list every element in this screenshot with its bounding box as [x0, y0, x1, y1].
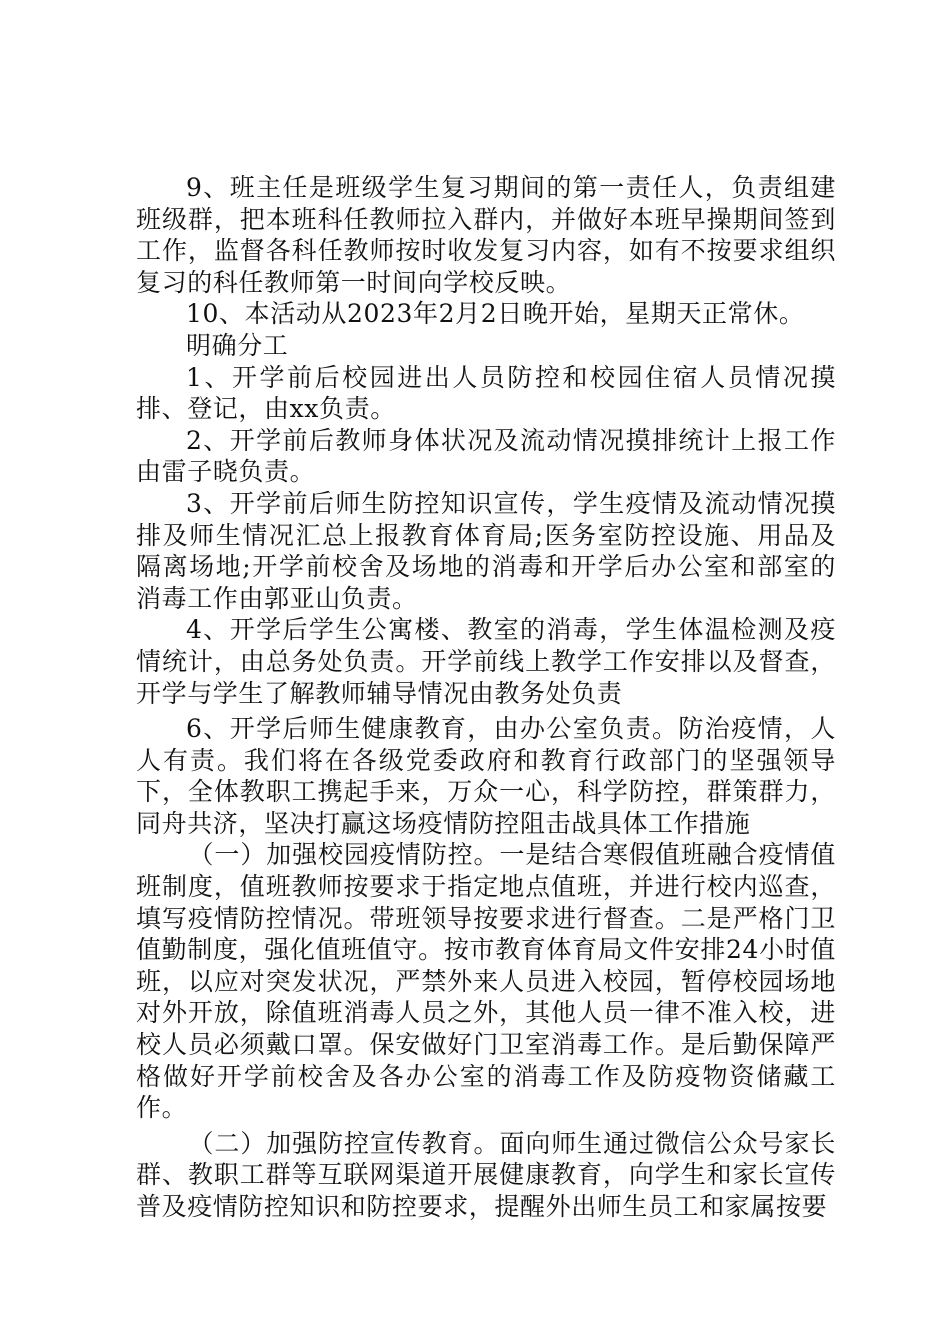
paragraph-activity-start: 10、本活动从2023年2月2日晚开始，星期天正常休。 — [186, 299, 805, 329]
paragraph-duty-4: 4、开学后学生公寓楼、教室的消毒，学生体温检测及疫情统计，由总务处负责。开学前线上教学工作安排以及督查，开学与学生了解教师辅导情况由教务处负责 — [136, 615, 836, 708]
section-heading-division-of-work: 明确分工 — [186, 330, 289, 360]
paragraph-duty-1: 1、开学前后校园进出人员防控和校园住宿人员情况摸排、登记，由xx负责。 — [136, 362, 836, 424]
paragraph-measure-1: （一）加强校园疫情防控。一是结合寒假值班融合疫情值班制度，值班教师按要求于指定地点值班，并进行校内巡查，填写疫情防控情况。带班领导按要求进行督查。二是严格门卫值勤制度，强化值班值守。按市教育体育局文件安排24小时值班，以应对突发状况，严禁外来人员进入校园，暂停校园场地对外开放，除值班消毒人员之外，其他人员一律不准入校，进校人员必须戴口罩。保安做好门卫室消毒工作。是后勤保障严格做好开学前校舍及各办公室的消毒工作及防疫物资储藏工作。 — [136, 840, 836, 1123]
paragraph-duty-2: 2、开学前后教师身体状况及流动情况摸排统计上报工作由雷子晓负责。 — [136, 425, 836, 487]
paragraph-duty-3: 3、开学前后师生防控知识宣传，学生疫情及流动情况摸排及师生情况汇总上报教育体育局;医务室防控设施、用品及隔离场地;开学前校舍及场地的消毒和开学后办公室和部室的消毒工作由郭亚山负责。 — [136, 488, 836, 613]
paragraph-measure-2: （二）加强防控宣传教育。面向师生通过微信公众号家长群、教职工群等互联网渠道开展健康教育，向学生和家长宣传普及疫情防控知识和防控要求，提醒外出师生员工和家属按要 — [136, 1128, 836, 1221]
document-body — [136, 172, 836, 1223]
paragraph-duty-6: 6、开学后师生健康教育，由办公室负责。防治疫情，人人有责。我们将在各级党委政府和教育行政部门的坚强领导下，全体教职工携起手来，万众一心，科学防控，群策群力，同舟共济，坚决打赢这场疫情防控阻击战具体工作措施 — [136, 714, 836, 838]
paragraph-class-teacher-duty: 9、班主任是班级学生复习期间的第一责任人，负责组建班级群，把本班科任教师拉入群内，并做好本班早操期间签到工作，监督各科任教师按时收发复习内容，如有不按要求组织复习的科任教师第一时间向学校反映。 — [136, 173, 836, 297]
